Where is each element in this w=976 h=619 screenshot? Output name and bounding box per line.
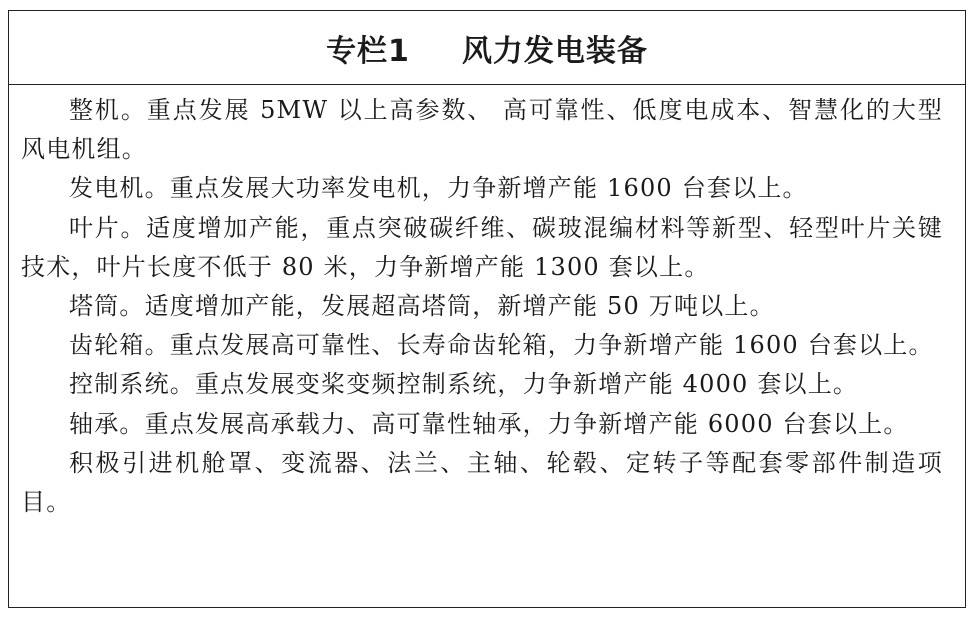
column-heading: 风力发电装备 xyxy=(461,33,648,69)
paragraph-supporting-parts: 积极引进机舱罩、变流器、法兰、主轴、轮毂、定转子等配套零部件制造项目。 xyxy=(21,448,943,517)
paragraph-bearing: 轴承。重点发展高承载力、高可靠性轴承，力争新增产能 6000 台套以上。 xyxy=(69,409,909,438)
column-title xyxy=(326,26,648,70)
column-body xyxy=(9,85,965,522)
paragraph-generator: 发电机。重点发展大功率发电机，力争新增产能 1600 台套以上。 xyxy=(69,174,808,203)
paragraph-tower: 塔筒。适度增加产能，发展超高塔筒，新增产能 50 万吨以上。 xyxy=(69,292,775,321)
paragraph-complete-machine: 整机。重点发展 5MW 以上高参数、 高可靠性、低度电成本、智慧化的大型风电机组。 xyxy=(21,96,943,164)
paragraph-blade: 叶片。适度增加产能，重点突破碳纤维、碳玻混编材料等新型、轻型叶片关键技术，叶片长度不低于 80 米，力争新增产能 1300 套以上。 xyxy=(21,213,943,281)
column-label: 专栏1 xyxy=(326,33,410,69)
paragraph-control-system: 控制系统。重点发展变桨变频控制系统，力争新增产能 4000 套以上。 xyxy=(69,370,859,399)
column-box xyxy=(8,10,966,608)
column-header xyxy=(9,11,965,85)
paragraph-gearbox: 齿轮箱。重点发展高可靠性、长寿命齿轮箱，力争新增产能 1600 台套以上。 xyxy=(69,331,934,360)
